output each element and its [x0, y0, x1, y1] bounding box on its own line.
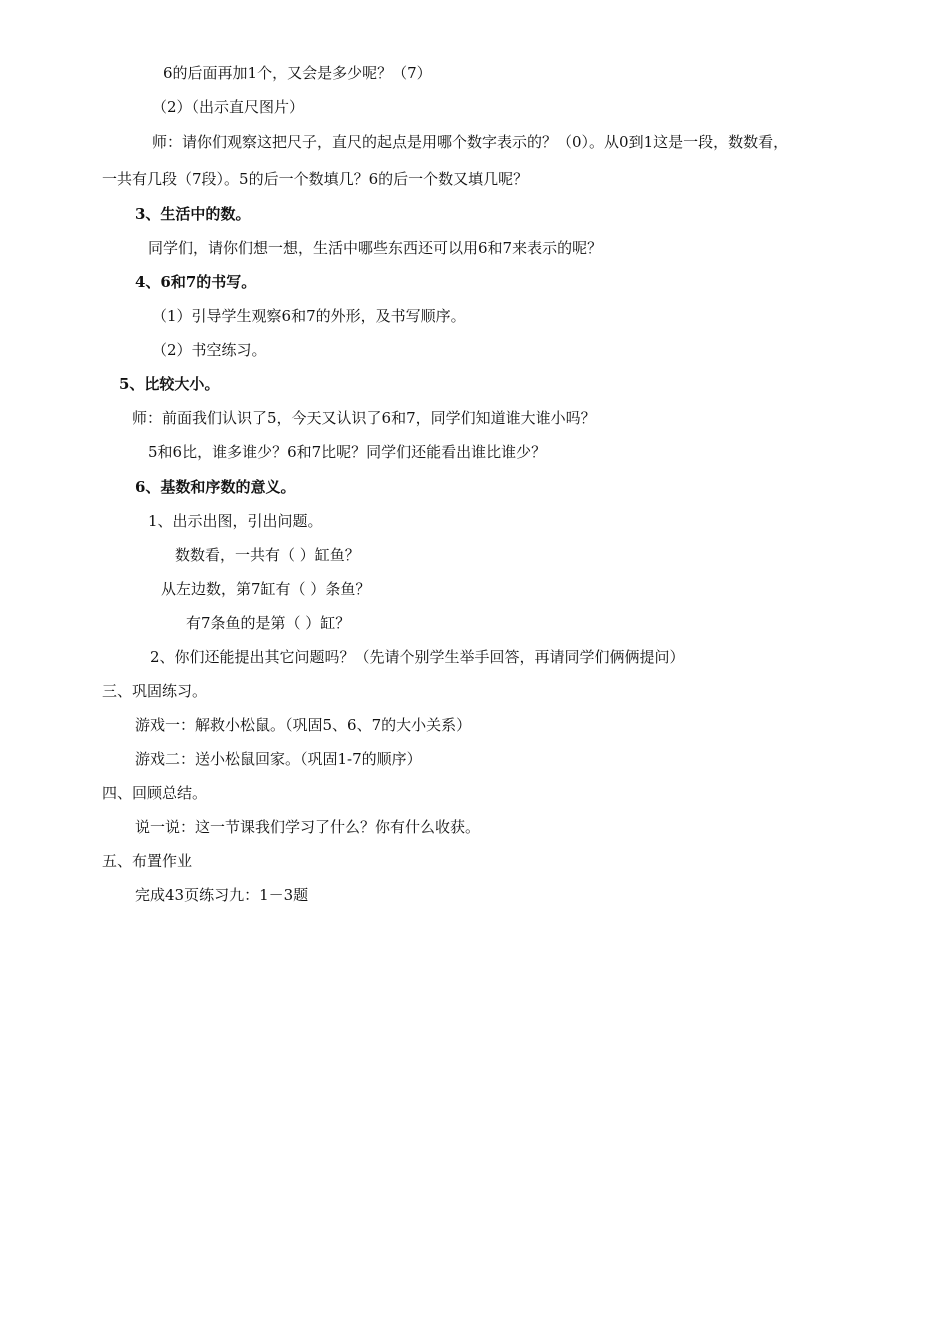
- text-line-observe-shape: （1）引导学生观察6和7的外形，及书写顺序。: [152, 307, 466, 325]
- text-line-segments: 一共有几段（7段）。5的后一个数填几？6的后一个数又填几呢？: [102, 170, 529, 188]
- text-line-ruler-question: 师：请你们观察这把尺子，直尺的起点是用哪个数字表示的？（0）。从0到1这是一段，数数看，: [152, 133, 789, 151]
- text-line-homework: 完成43页练习九：1－3题: [135, 886, 309, 904]
- section-heading-homework: 五、布置作业: [102, 852, 193, 870]
- section-heading-writing: 4、6和7的书写。: [135, 273, 257, 291]
- section-heading-numbers-in-life: 3、生活中的数。: [135, 205, 251, 223]
- section-heading-compare: 5、比较大小。: [119, 375, 220, 393]
- text-line-seven-fish: 有7条鱼的是第（ ）缸？: [186, 614, 351, 632]
- section-heading-review: 四、回顾总结。: [102, 784, 208, 802]
- text-line-air-writing: （2）书空练习。: [152, 341, 267, 359]
- text-line-count-tanks: 数数看，一共有（ ）缸鱼？: [175, 546, 360, 564]
- text-line-more-less: 5和6比，谁多谁少？6和7比呢？同学们还能看出谁比谁少？: [148, 443, 547, 461]
- text-line-life-question: 同学们，请你们想一想，生活中哪些东西还可以用6和7来表示的呢？: [148, 239, 603, 257]
- text-line-game-one: 游戏一：解救小松鼠。（巩固5、6、7的大小关系）: [135, 716, 472, 734]
- section-heading-practice: 三、巩固练习。: [102, 682, 208, 700]
- text-line-compare-question: 师：前面我们认识了5，今天又认识了6和7，同学们知道谁大谁小吗？: [132, 409, 596, 427]
- text-line-game-two: 游戏二：送小松鼠回家。（巩固1-7的顺序）: [135, 750, 422, 768]
- text-line-summary: 说一说：这一节课我们学习了什么？你有什么收获。: [135, 818, 481, 836]
- text-line-after-six: 6的后面再加1个，又会是多少呢？（7）: [163, 64, 432, 82]
- text-line-seventh-tank: 从左边数，第7缸有（ ）条鱼？: [161, 580, 371, 598]
- text-line-ruler-picture: （2）（出示直尺图片）: [152, 98, 305, 116]
- section-heading-cardinal-ordinal: 6、基数和序数的意义。: [135, 478, 296, 496]
- text-line-show-picture: 1、出示出图，引出问题。: [148, 512, 323, 530]
- text-line-other-questions: 2、你们还能提出其它问题吗？（先请个别学生举手回答，再请同学们俩俩提问）: [150, 648, 685, 666]
